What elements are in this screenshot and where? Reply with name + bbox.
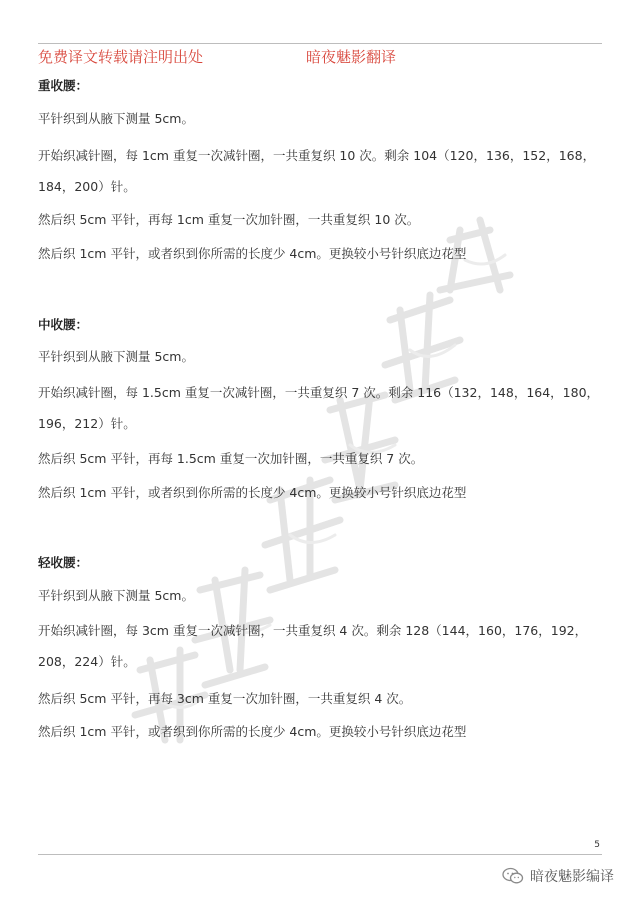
header-translator: 暗夜魅影翻译 bbox=[306, 48, 397, 66]
header-copyright-note: 免费译文转载请注明出处 bbox=[38, 48, 204, 66]
footer-divider bbox=[38, 854, 602, 855]
wechat-account-badge[interactable] bbox=[502, 866, 614, 886]
paragraph: 平针织到从腋下测量 5cm。 bbox=[38, 349, 194, 364]
paragraph: 开始织减针圈，每 1.5cm 重复一次减针圈，一共重复织 7 次。剩余 116（132，148，164，180，196，212）针。 bbox=[38, 385, 600, 431]
paragraph: 然后织 5cm 平针，再每 1.5cm 重复一次加针圈，一共重复织 7 次。 bbox=[38, 451, 424, 466]
paragraph: 然后织 5cm 平针，再每 3cm 重复一次加针圈，一共重复织 4 次。 bbox=[38, 691, 412, 706]
section-title-medium-waist: 中收腰： bbox=[38, 317, 89, 332]
paragraph: 然后织 1cm 平针，或者织到你所需的长度少 4cm。更换较小号针织底边花型 bbox=[38, 246, 467, 261]
paragraph: 平针织到从腋下测量 5cm。 bbox=[38, 111, 194, 126]
paragraph: 然后织 5cm 平针，再每 1cm 重复一次加针圈，一共重复织 10 次。 bbox=[38, 212, 420, 227]
paragraph: 开始织减针圈，每 1cm 重复一次减针圈，一共重复织 10 次。剩余 104（120，136，152，168，184，200）针。 bbox=[38, 148, 596, 194]
section-title-heavy-waist: 重收腰： bbox=[38, 78, 89, 93]
paragraph: 然后织 1cm 平针，或者织到你所需的长度少 4cm。更换较小号针织底边花型 bbox=[38, 485, 467, 500]
paragraph: 然后织 1cm 平针，或者织到你所需的长度少 4cm。更换较小号针织底边花型 bbox=[38, 724, 467, 739]
paragraph: 平针织到从腋下测量 5cm。 bbox=[38, 588, 194, 603]
wechat-icon bbox=[502, 867, 524, 885]
header-divider bbox=[38, 43, 602, 44]
page-number: 5 bbox=[594, 840, 600, 850]
wechat-account-name: 暗夜魅影编译 bbox=[530, 869, 614, 885]
section-title-light-waist: 轻收腰： bbox=[38, 555, 89, 570]
paragraph: 开始织减针圈，每 3cm 重复一次减针圈，一共重复织 4 次。剩余 128（144，160，176，192，208，224）针。 bbox=[38, 623, 588, 669]
